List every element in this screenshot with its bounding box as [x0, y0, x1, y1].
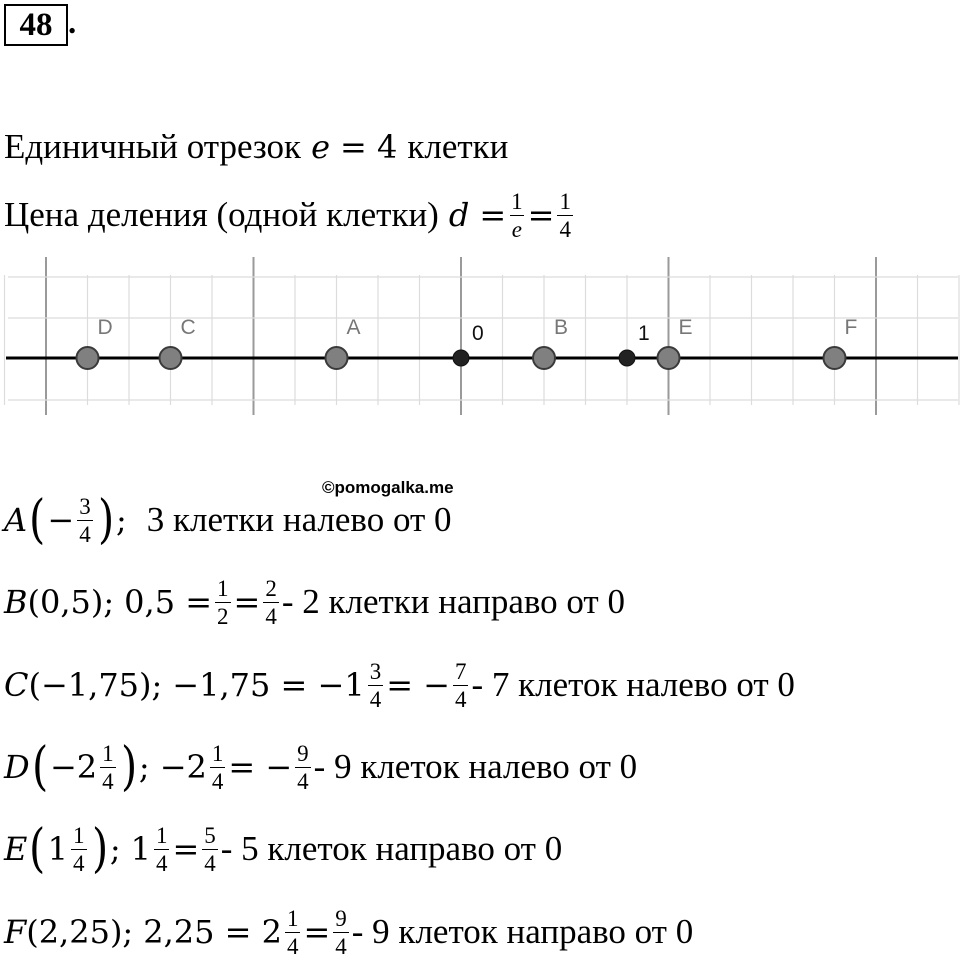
division-text: Цена деления (одной клетки): [4, 195, 439, 234]
division-line: [4, 185, 576, 245]
fraction: $\frac{1}{4}$: [286, 905, 299, 959]
fraction: $\frac{3}{4}$: [79, 493, 91, 547]
unit-text: Единичный отрезок: [4, 127, 302, 166]
points-group: [77, 316, 858, 369]
point-name: F: [4, 913, 27, 951]
problem-number-box: [4, 4, 68, 46]
answer-c: C (−1,75); −1,75 = −1 $\frac{3}{4}$ = − $\frac{7}{4}$ - 7 клеток налево от 0: [4, 658, 795, 712]
fraction: $\frac{2}{4}$: [265, 575, 277, 629]
fraction: $\frac{5}{4}$: [204, 822, 216, 876]
fraction: $\frac{1}{4}$: [102, 740, 114, 794]
point-f: [824, 347, 846, 369]
number-line-figure: [0, 255, 960, 425]
division-eq2: =: [527, 196, 555, 234]
fraction: $\frac{9}{4}$: [297, 740, 309, 794]
answer-text: - 9 клеток налево от 0: [313, 747, 638, 786]
point-e: [658, 347, 680, 369]
fraction: $\frac{1}{4}$: [559, 188, 571, 242]
answer-text: 3 клетки налево от 0: [146, 500, 452, 539]
fraction: $\frac{1}{e}$: [511, 188, 523, 242]
point-name: E: [4, 830, 28, 868]
fraction: $\frac{1}{4}$: [73, 822, 85, 876]
problem-number: 48: [19, 7, 53, 43]
answer-text: - 9 клеток направо от 0: [351, 912, 694, 951]
point-label-b: B: [554, 316, 569, 339]
point-b: [533, 347, 555, 369]
point-a: [326, 347, 348, 369]
answer-b: B (0,5); 0,5 = $\frac{1}{2}$ = $\frac{2}{4}$ - 2 клетки направо от 0: [4, 575, 625, 629]
point-1: [619, 350, 635, 366]
answer-e: E ( 1 $\frac{1}{4}$ ) ; 1 $\frac{1}{4}$ = $\frac{5}{4}$ - 5 клеток направо от 0: [4, 819, 563, 879]
answer-a: A ( − $\frac{3}{4}$ ) ; 3 клетки налево от 0: [4, 490, 452, 550]
fraction: $\frac{3}{4}$: [369, 658, 382, 712]
unit-suffix: клетки: [407, 127, 509, 166]
point-label-e: E: [678, 316, 693, 339]
unit-segment-line: [4, 117, 508, 177]
point-label-1: 1: [638, 322, 650, 345]
division-eq: =: [479, 196, 507, 234]
division-var: d: [448, 196, 470, 234]
point-c: [160, 347, 182, 369]
point-label-d: D: [97, 316, 113, 339]
point-name: D: [4, 748, 30, 786]
point-label-f: F: [844, 316, 858, 339]
point-label-c: C: [180, 316, 196, 339]
watermark: ©pomogalka.me: [322, 478, 454, 497]
fraction: $\frac{1}{2}$: [217, 575, 229, 629]
point-label-a: A: [346, 316, 361, 339]
fraction: $\frac{1}{4}$: [211, 740, 224, 794]
point-name: A: [4, 501, 28, 539]
problem-number-dot: .: [68, 5, 77, 41]
answer-text: - 5 клеток направо от 0: [220, 829, 563, 868]
point-0: [453, 350, 469, 366]
point-name: B: [4, 583, 28, 621]
unit-var: e: [311, 128, 330, 166]
point-name: C: [4, 666, 29, 704]
fraction: $\frac{9}{4}$: [335, 905, 347, 959]
unit-eq: = 4: [340, 128, 398, 166]
point-label-0: 0: [472, 322, 484, 345]
fraction: $\frac{7}{4}$: [454, 658, 467, 712]
point-d: [77, 347, 99, 369]
fraction: $\frac{1}{4}$: [155, 822, 168, 876]
answer-d: D ( −2 $\frac{1}{4}$ ) ; −2 $\frac{1}{4}$ = − $\frac{9}{4}$ - 9 клеток налево от 0: [4, 737, 638, 797]
answer-f: F (2,25); 2,25 = 2 $\frac{1}{4}$ = $\frac{9}{4}$ - 9 клеток направо от 0: [4, 905, 694, 959]
answer-text: - 7 клеток налево от 0: [471, 665, 795, 704]
answer-text: - 2 клетки направо от 0: [281, 582, 625, 621]
